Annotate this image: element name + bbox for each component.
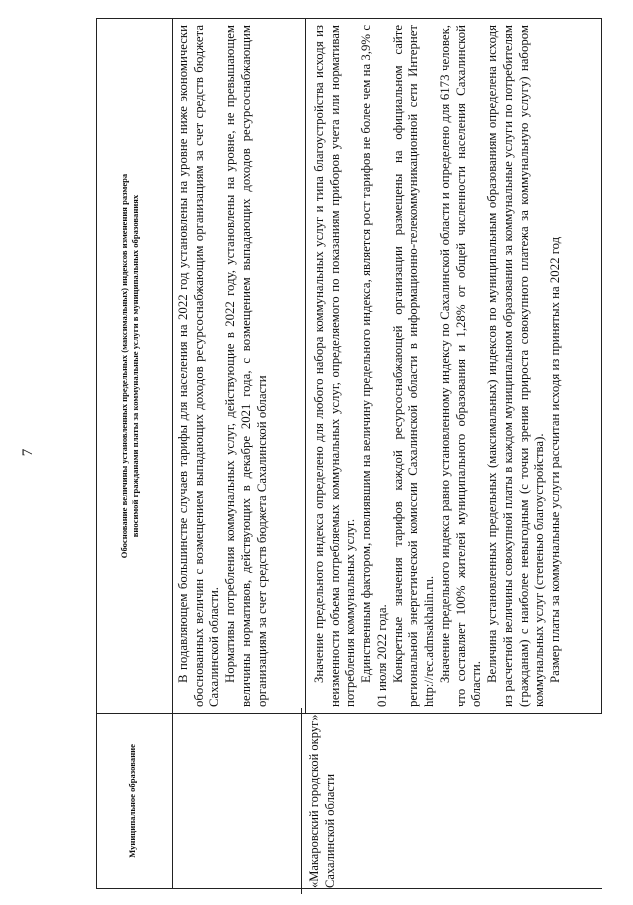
header-justification-cell — [97, 19, 173, 714]
paragraph: Единственным фактором, повлиявшим на величину предельного индекса, является рост тарифов не более чем на 3,9% с 01 июля 2022 года. — [359, 25, 389, 707]
header-justification-line2: вносимой гражданами платы за коммунальные услуги в муниципальных образованиях — [130, 194, 141, 538]
header-justification — [97, 19, 146, 713]
paragraph: Размер платы за коммунальные услуги рассчитан исходя из принятых на 2022 год — [548, 236, 563, 683]
paragraph: Конкретные значения тарифов каждой ресурсоснабжающей организации размещены на официальном сайте региональной энергетической комиссии Сахалинской области в информационно-телекоммуникационной сети Интернет http://rec.admsakhalin.ru. — [390, 25, 437, 707]
header-municipality-cell — [97, 714, 173, 889]
table-header-row — [97, 19, 173, 889]
header-municipality: Муниципальное образование — [127, 744, 137, 858]
paragraph: Величина установленных предельных (максимальных) индексов по муниципальным образованиям определена исходя из расчетной величины совокупной платы в каждом муниципальном образовании за коммунальные услуги по потребителям (гражданам) с наиболее невыгодным (с точки зрения прироста совокупного платежа за коммунальную услугу) набором коммунальных услуг (степенью благоустройства). — [485, 25, 547, 707]
paragraph: Нормативы потребления коммунальных услуг, действующие в 2022 году, установлены на уровне, не превышающем величины нормативов, действующих в декабре 2021 года, с возмещением выпадающих доходов ресурсоснабжающим организациям за счет средств бюджета Сахалинской области — [223, 25, 269, 707]
paragraph: В подавляющем большинстве случаев тарифы для населения на 2022 год установлены на уровне ниже экономически обоснованных величин с возмещением выпадающих доходов ресурсоснабжающим организациям за счет средств бюджета Сахалинской области. — [176, 25, 222, 707]
justification-cell — [173, 19, 602, 714]
municipality-cell — [173, 714, 602, 889]
justification-block-general — [173, 19, 306, 713]
municipality-name: «Макаровский городской округ» Сахалинской области — [301, 708, 339, 894]
justification-block-makarov — [306, 19, 568, 713]
page-number: 7 — [20, 448, 36, 457]
paragraph: Значение предельного индекса определено для любого набора коммунальных услуг и типа благоустройства исходя из неизменности объема потребляемых коммунальных услуг, определяемого по показаниям приборов учета или нормативам потребления коммунальных услуг. — [312, 25, 358, 707]
paragraph: Значение предельного индекса равно установленному индексу по Сахалинской области и определено для 6173 человек, что составляет 100% жителей муниципального образования и 1,28% от общей численности населения Сахалинской области. — [437, 25, 484, 707]
table-row — [173, 19, 602, 889]
index-justification-table — [96, 18, 602, 889]
header-justification-line1: Обоснование величины установленных предельных (максимальных) индексов изменения размера — [119, 173, 129, 559]
